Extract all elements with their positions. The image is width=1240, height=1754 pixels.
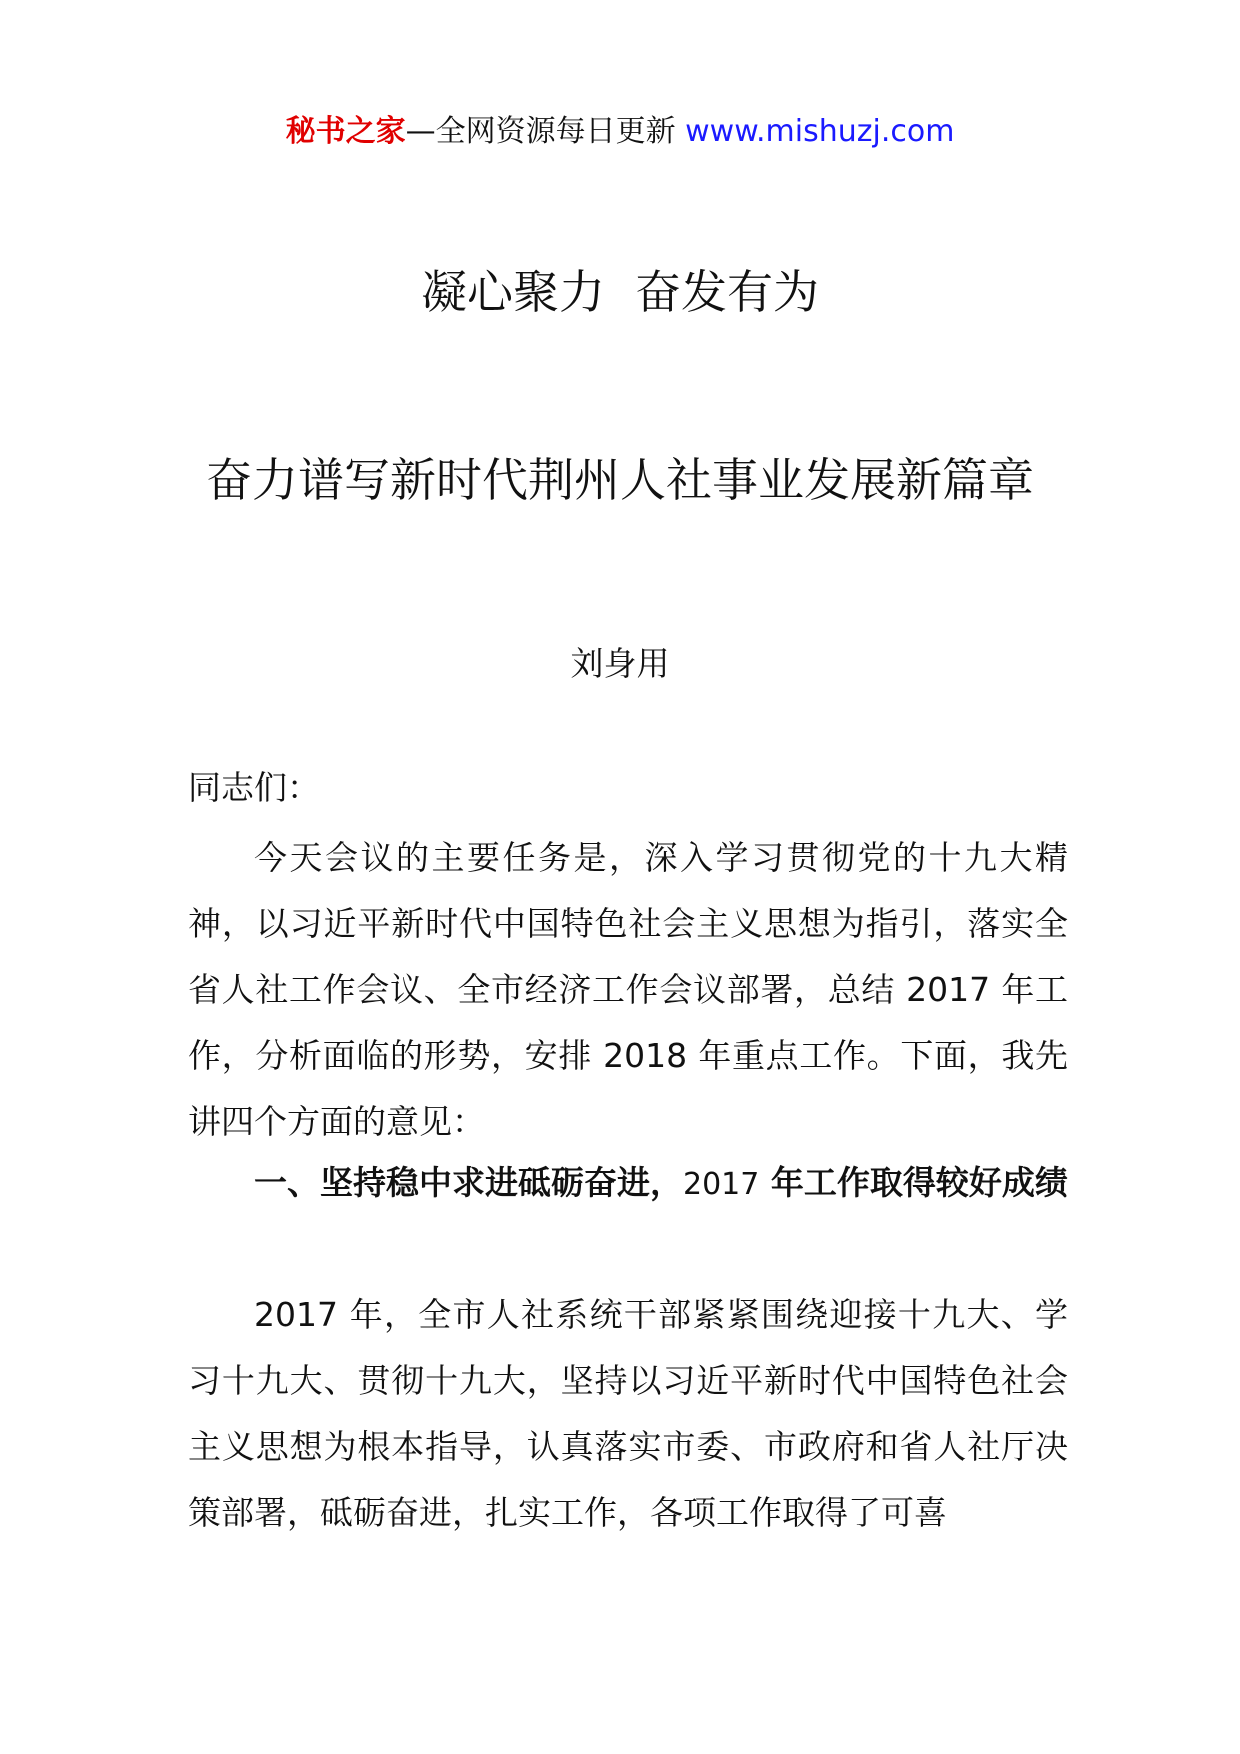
section-heading-1 [188, 1150, 1068, 1218]
paragraph-intro: 今天会议的主要任务是，深入学习贯彻党的十九大精神，以习近平新时代中国特色社会主义思想为指引，落实全省人社工作会议、全市经济工作会议部署，总结 2017 年工作，分析面临的形势，安排 2018 年重点工作。下面，我先讲四个方面的意见： [188, 838, 1068, 1141]
section-heading-1-year: 2017 [683, 1167, 760, 1202]
header-slogan: —全网资源每日更新 [405, 114, 676, 149]
paragraph-2017-summary: 2017 年，全市人社系统干部紧紧围绕迎接十九大、学习十九大、贯彻十九大，坚持以习近平新时代中国特色社会主义思想为根本指导，认真落实市委、市政府和省人社厅决策部署，砥砺奋进，扎实工作，各项工作取得了可喜 [188, 1295, 1068, 1532]
author-name: 刘身用 [570, 644, 670, 683]
section-heading-1-suffix: 年工作取得较好成绩 [759, 1163, 1068, 1202]
document-title-line-2: 奋力谱写新时代荆州人社事业发展新篇章 [206, 453, 1034, 507]
salutation: 同志们： [188, 768, 320, 807]
brand-name: 秘书之家 [285, 114, 406, 149]
title-phrase-1: 凝心聚力 [421, 265, 605, 319]
title-phrase-2: 奋发有为 [635, 265, 819, 319]
document-title-line-1 [0, 262, 1240, 322]
site-header [0, 112, 1240, 152]
site-url-link[interactable]: www.mishuzj.com [685, 114, 955, 149]
section-heading-1-prefix: 一、坚持稳中求进砥砺奋进， [254, 1163, 683, 1202]
